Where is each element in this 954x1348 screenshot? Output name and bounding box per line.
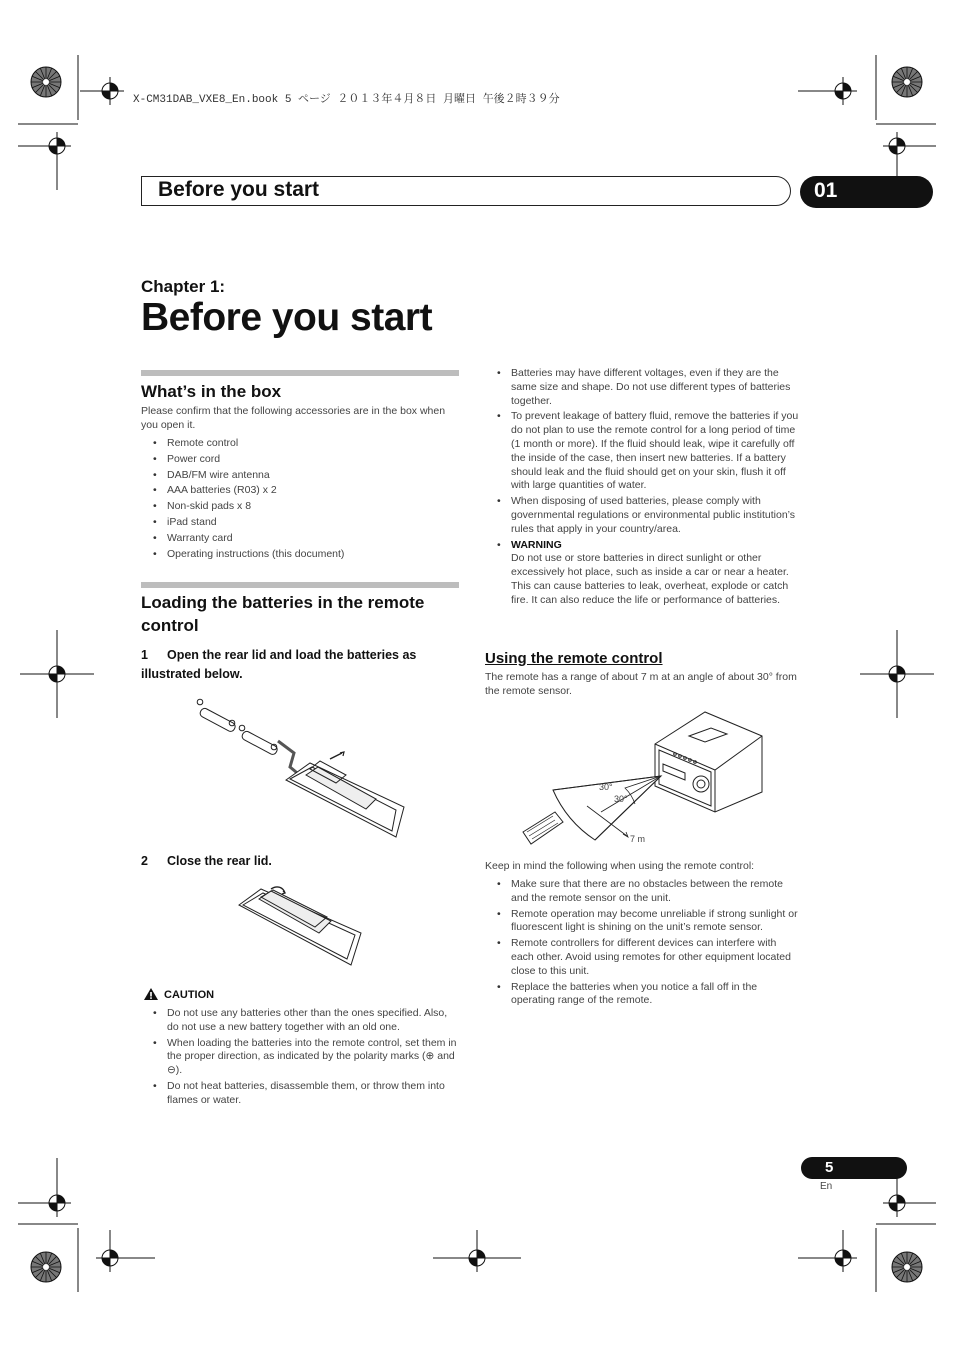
keep-in-mind-text: Keep in mind the following when using the remote control:	[485, 860, 755, 872]
angle-label-2: 30°	[614, 794, 628, 804]
remote-range-intro: The remote has a range of about 7 m at an angle of about 30° from the remote sensor.	[485, 671, 797, 697]
list-item: • iPad stand	[141, 515, 459, 531]
unit-illustration	[655, 712, 762, 812]
page-language: En	[820, 1181, 833, 1192]
remote-range-diagram	[515, 708, 775, 853]
list-item: • Remote operation may become unreliable if strong sunlight or fluorescent light is shining on the unit’s remote sensor.	[485, 908, 801, 936]
list-item: • When loading the batteries into the remote control, set them in the proper direction, as indicated by the polarity marks (⊕ and ⊖).	[141, 1037, 459, 1078]
remote-control-illustration	[523, 812, 563, 844]
file-header: X-CM31DAB_VXE8_En.book 5 ページ ２０１３年４月８日 月曜日 午後２時３９分	[133, 94, 560, 106]
list-item: • Operating instructions (this document)	[141, 547, 459, 563]
close-lid-illustration	[235, 885, 365, 970]
battery-loading-illustration	[190, 695, 420, 845]
list-item: • Do not use any batteries other than the ones specified. Also, do not use a new battery together with an old one.	[141, 1007, 459, 1035]
remote-tips-list	[485, 878, 801, 1008]
chapter-number-badge: 01	[800, 176, 933, 208]
caution-list	[141, 1007, 459, 1108]
step-1	[141, 646, 459, 684]
list-item: • Warranty card	[141, 531, 459, 547]
header-title: Before you start	[158, 178, 320, 201]
list-item: • To prevent leakage of battery fluid, remove the batteries if you do not plan to use the remote control for a long period of time (1 month or more). If the fluid should leak, wipe it carefully off the inside of the case, then insert new batteries. If a battery should leak and the fluid should get on your skin, flush it off with large quantities of water.	[485, 410, 801, 493]
list-item: • Non-skid pads x 8	[141, 499, 459, 515]
box-contents-list	[141, 436, 459, 562]
chapter-label: Chapter 1:	[141, 277, 226, 296]
warning-label: WARNING	[511, 538, 562, 551]
loading-batteries-heading: Loading the batteries in the remote control	[141, 593, 425, 635]
warning-text: Do not use or store batteries in direct sunlight or other excessively hot place, such as inside a car or near a heater. This can cause batteries to leak, overheat, explode or catch fire. It can also reduce the life or performance of batteries.	[511, 552, 789, 606]
chapter-title: Before you start	[141, 296, 433, 339]
list-item: • When disposing of used batteries, please comply with governmental regulations or environmental public institution’s rules that apply in your country/area.	[485, 495, 801, 536]
section-divider	[141, 370, 459, 376]
list-item: • Remote controllers for different devices can interfere with each other. Avoid using remotes for other equipment located close to this unit.	[485, 937, 801, 978]
angle-label-1: 30°	[599, 782, 613, 792]
caution-label: CAUTION	[164, 989, 215, 1001]
whats-in-box-heading: What’s in the box	[141, 382, 282, 401]
list-item: • AAA batteries (R03) x 2	[141, 483, 459, 499]
list-item: • Replace the batteries when you notice a fall off in the operating range of the remote.	[485, 981, 801, 1009]
list-item: • Power cord	[141, 452, 459, 468]
step-2	[141, 852, 459, 871]
step-number: 1	[141, 648, 148, 662]
list-item: • DAB/FM wire antenna	[141, 468, 459, 484]
list-item: • Batteries may have different voltages, even if they are the same size and shape. Do not use different types of batteries together.	[485, 367, 801, 408]
step-text: Open the rear lid and load the batteries as illustrated below.	[141, 648, 417, 681]
list-item: • Make sure that there are no obstacles between the remote and the remote sensor on the unit.	[485, 878, 801, 906]
page-number: 5	[801, 1157, 907, 1179]
list-item	[485, 539, 801, 608]
section-divider	[141, 582, 459, 588]
battery-icon	[199, 707, 237, 733]
step-text: Close the rear lid.	[167, 854, 272, 868]
step-number: 2	[141, 854, 148, 868]
distance-label: 7 m	[630, 834, 646, 844]
list-item: • Remote control	[141, 436, 459, 452]
whats-in-box-intro: Please confirm that the following accessories are in the box when you open it.	[141, 405, 446, 431]
warning-triangle-icon	[143, 987, 159, 1001]
using-remote-heading: Using the remote control	[485, 650, 663, 667]
battery-icon	[241, 730, 279, 756]
list-item: • Do not heat batteries, disassemble them, or throw them into flames or water.	[141, 1080, 459, 1108]
battery-notes-list	[485, 367, 801, 608]
